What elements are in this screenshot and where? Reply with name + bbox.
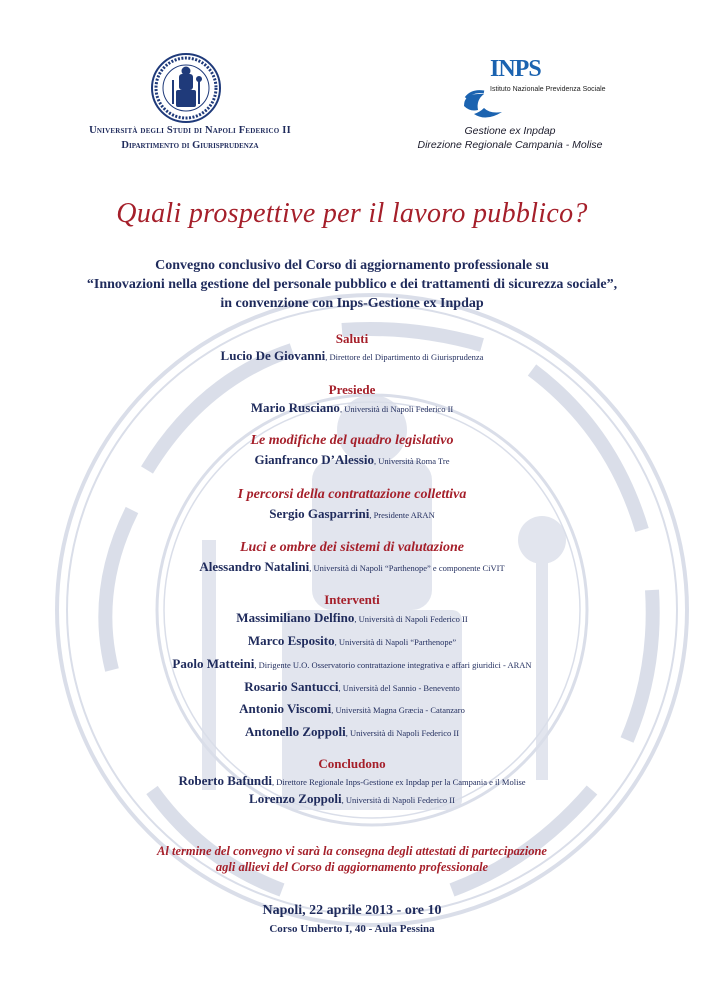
speaker-affiliation: , Università Roma Tre xyxy=(373,456,450,466)
event-address: Corso Umberto I, 40 - Aula Pessina xyxy=(269,923,435,935)
speaker-row xyxy=(0,399,704,417)
inps-management: Gestione ex Inpdap xyxy=(464,125,556,137)
section-interventi: Interventi xyxy=(324,592,380,607)
speaker-affiliation: , Università di Napoli Federico II xyxy=(345,728,460,738)
speaker-name: Marco Esposito xyxy=(247,633,335,648)
speaker-affiliation: , Università di Napoli “Parthenope” e componente CiVIT xyxy=(309,563,505,573)
speaker-row xyxy=(0,558,704,576)
section-topic-legislativo: Le modifiche del quadro legislativo xyxy=(250,433,454,448)
speaker-row xyxy=(0,700,704,718)
section-topic-valutazione: Luci e ombre dei sistemi di valutazione xyxy=(240,540,464,555)
speaker-row xyxy=(0,723,704,741)
speaker-affiliation: , Direttore Regionale Inps-Gestione ex Inpdap per la Campania e il Molise xyxy=(272,777,526,787)
inps-logo-text: INPS xyxy=(490,56,541,82)
university-name: Università degli Studi di Napoli Federico II xyxy=(89,125,291,136)
speaker-affiliation: , Università Magna Græcia - Catanzaro xyxy=(331,705,465,715)
section-topic-contrattazione: I percorsi della contrattazione collettiva xyxy=(237,487,467,502)
speaker-name: Rosario Santucci xyxy=(244,679,339,694)
speaker-affiliation: , Università di Napoli Federico II xyxy=(339,404,454,414)
intro-line-1: Convegno conclusivo del Corso di aggiornamento professionale su xyxy=(155,258,549,273)
section-concludono: Concludono xyxy=(318,756,386,771)
speaker-affiliation: , Università di Napoli Federico II xyxy=(354,614,468,624)
speaker-affiliation: , Università di Napoli Federico II xyxy=(341,795,455,805)
speaker-affiliation: , Dirigente U.O. Osservatorio contrattazione integrativa e affari giuridici - ARAN xyxy=(254,660,532,670)
inps-regional-direction: Direzione Regionale Campania - Molise xyxy=(417,139,603,151)
speaker-affiliation: , Presidente ARAN xyxy=(369,510,435,520)
speaker-name: Roberto Bafundi xyxy=(178,773,273,788)
speaker-name: Paolo Matteini xyxy=(172,656,255,671)
section-saluti: Saluti xyxy=(335,331,369,346)
speaker-name: Sergio Gasparrini xyxy=(269,506,370,521)
inps-logo-subtitle: Istituto Nazionale Previdenza Sociale xyxy=(490,86,606,93)
speaker-name: Massimiliano Delfino xyxy=(236,610,355,625)
speaker-row xyxy=(0,772,704,790)
speaker-name: Lorenzo Zoppoli xyxy=(249,791,342,806)
speaker-row xyxy=(0,347,704,365)
intro-line-3: in convenzione con Inps-Gestione ex Inpdap xyxy=(220,296,484,311)
speaker-name: Antonio Viscomi xyxy=(239,701,332,716)
speaker-name: Mario Rusciano xyxy=(250,400,340,415)
speaker-affiliation: , Direttore del Dipartimento di Giurisprudenza xyxy=(325,352,484,362)
speaker-row xyxy=(0,451,704,469)
speaker-name: Lucio De Giovanni xyxy=(220,348,326,363)
speaker-row xyxy=(0,678,704,696)
intro-line-2: “Innovazioni nella gestione del personale pubblico e dei trattamenti di sicurezza sociale”, xyxy=(86,277,618,292)
speaker-affiliation: , Università del Sannio - Benevento xyxy=(338,683,460,693)
university-department: Dipartimento di Giurisprudenza xyxy=(121,140,259,151)
speaker-row xyxy=(0,505,704,523)
closing-note-line-1: Al termine del convegno vi sarà la consegna degli attestati di partecipazione xyxy=(157,844,547,858)
speaker-row xyxy=(0,609,704,627)
page-title: Quali prospettive per il lavoro pubblico? xyxy=(116,198,588,229)
speaker-row xyxy=(0,632,704,650)
speaker-row xyxy=(0,790,704,808)
event-date: Napoli, 22 aprile 2013 - ore 10 xyxy=(262,903,442,918)
speaker-row xyxy=(0,655,704,673)
speaker-name: Alessandro Natalini xyxy=(199,559,310,574)
closing-note-line-2: agli allievi del Corso di aggiornamento professionale xyxy=(215,860,489,874)
speaker-name: Gianfranco D’Alessio xyxy=(254,452,374,467)
section-presiede: Presiede xyxy=(328,382,376,397)
speaker-name: Antonello Zoppoli xyxy=(244,724,346,739)
speaker-affiliation: , Università di Napoli “Parthenope” xyxy=(334,637,457,647)
university-seal-icon xyxy=(150,52,222,124)
